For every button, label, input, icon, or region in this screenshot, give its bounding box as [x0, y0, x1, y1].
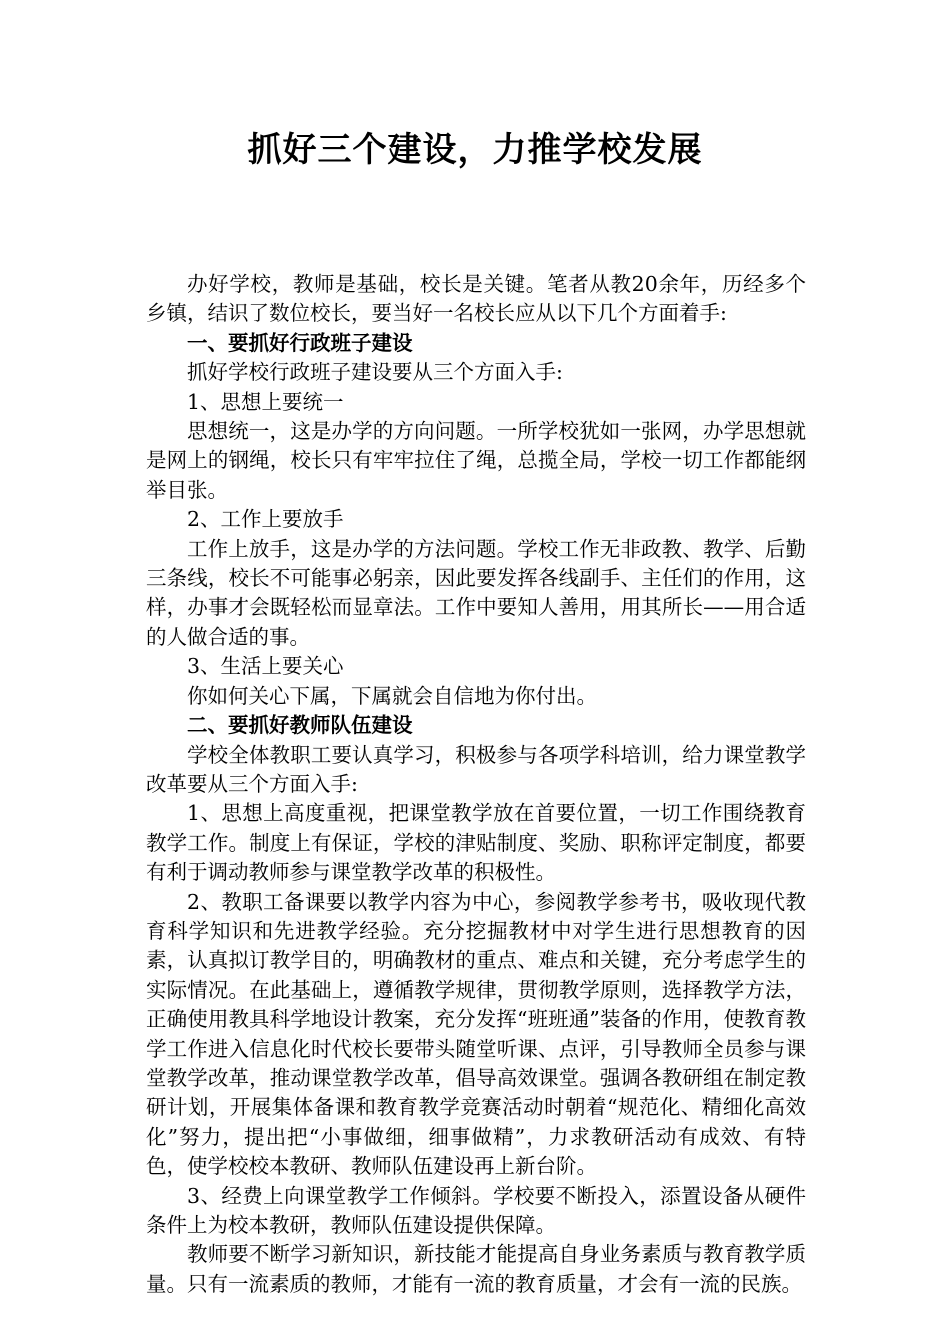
- document-title: 抓好三个建设，力推学校发展: [247, 130, 703, 170]
- paragraph: 学校全体教职工要认真学习，积极参与各项学科培训，给力课堂教学改革要从三个方面入手:: [146, 742, 806, 796]
- subheading: 3、生活上要关心: [187, 654, 344, 679]
- subheading: 1、思想上要统一: [187, 389, 344, 414]
- document-body: [146, 270, 806, 1299]
- paragraph: 你如何关心下属，下属就会自信地为你付出。: [187, 683, 597, 708]
- paragraph: 抓好学校行政班子建设要从三个方面入手:: [187, 360, 563, 385]
- paragraph: 工作上放手，这是办学的方法问题。学校工作无非政教、教学、后勤三条线，校长不可能事必躬亲，因此要发挥各线副手、主任们的作用，这样，办事才会既轻松而显章法。工作中要知人善用，用其所长——用合适的人做合适的事。: [146, 536, 806, 649]
- section-heading: 一、要抓好行政班子建设: [187, 330, 413, 355]
- section-heading: 二、要抓好教师队伍建设: [187, 713, 413, 738]
- paragraph: 1、思想上高度重视，把课堂教学放在首要位置，一切工作围绕教育教学工作。制度上有保证，学校的津贴制度、奖励、职称评定制度，都要有利于调动教师参与课堂教学改革的积极性。: [146, 801, 806, 885]
- paragraph: 2、教职工备课要以教学内容为中心，参阅教学参考书，吸收现代教育科学知识和先进教学经验。充分挖掘教材中对学生进行思想教育的因素，认真拟订教学目的，明确教材的重点、难点和关键，充分考虑学生的实际情况。在此基础上，遵循教学规律，贯彻教学原则，选择教学方法，正确使用教具科学地设计教案，充分发挥“班班通”装备的作用，使教育教学工作进入信息化时代校长要带头随堂听课、点评，引导教师全员参与课堂教学改革，推动课堂教学改革，倡导高效课堂。强调各教研组在制定教研计划，开展集体备课和教育教学竞赛活动时朝着“规范化、精细化高效化”努力，提出把“小事做细，细事做精”，力求教研活动有成效、有特色，使学校校本教研、教师队伍建设再上新台阶。: [146, 889, 806, 1179]
- paragraph: 3、经费上向课堂教学工作倾斜。学校要不断投入，添置设备从硬件条件上为校本教研，教师队伍建设提供保障。: [146, 1183, 806, 1237]
- paragraph: 思想统一，这是办学的方向问题。一所学校犹如一张网，办学思想就是网上的钢绳，校长只有牢牢拉住了绳，总揽全局，学校一切工作都能纲举目张。: [146, 419, 806, 502]
- paragraph-conclusion: 教师要不断学习新知识，新技能才能提高自身业务素质与教育教学质量。只有一流素质的教师，才能有一流的教育质量，才会有一流的民族。: [146, 1242, 806, 1296]
- paragraph-intro: 办好学校，教师是基础，校长是关键。笔者从教20余年，历经多个乡镇，结识了数位校长，要当好一名校长应从以下几个方面着手:: [146, 272, 806, 326]
- subheading: 2、工作上要放手: [187, 507, 344, 532]
